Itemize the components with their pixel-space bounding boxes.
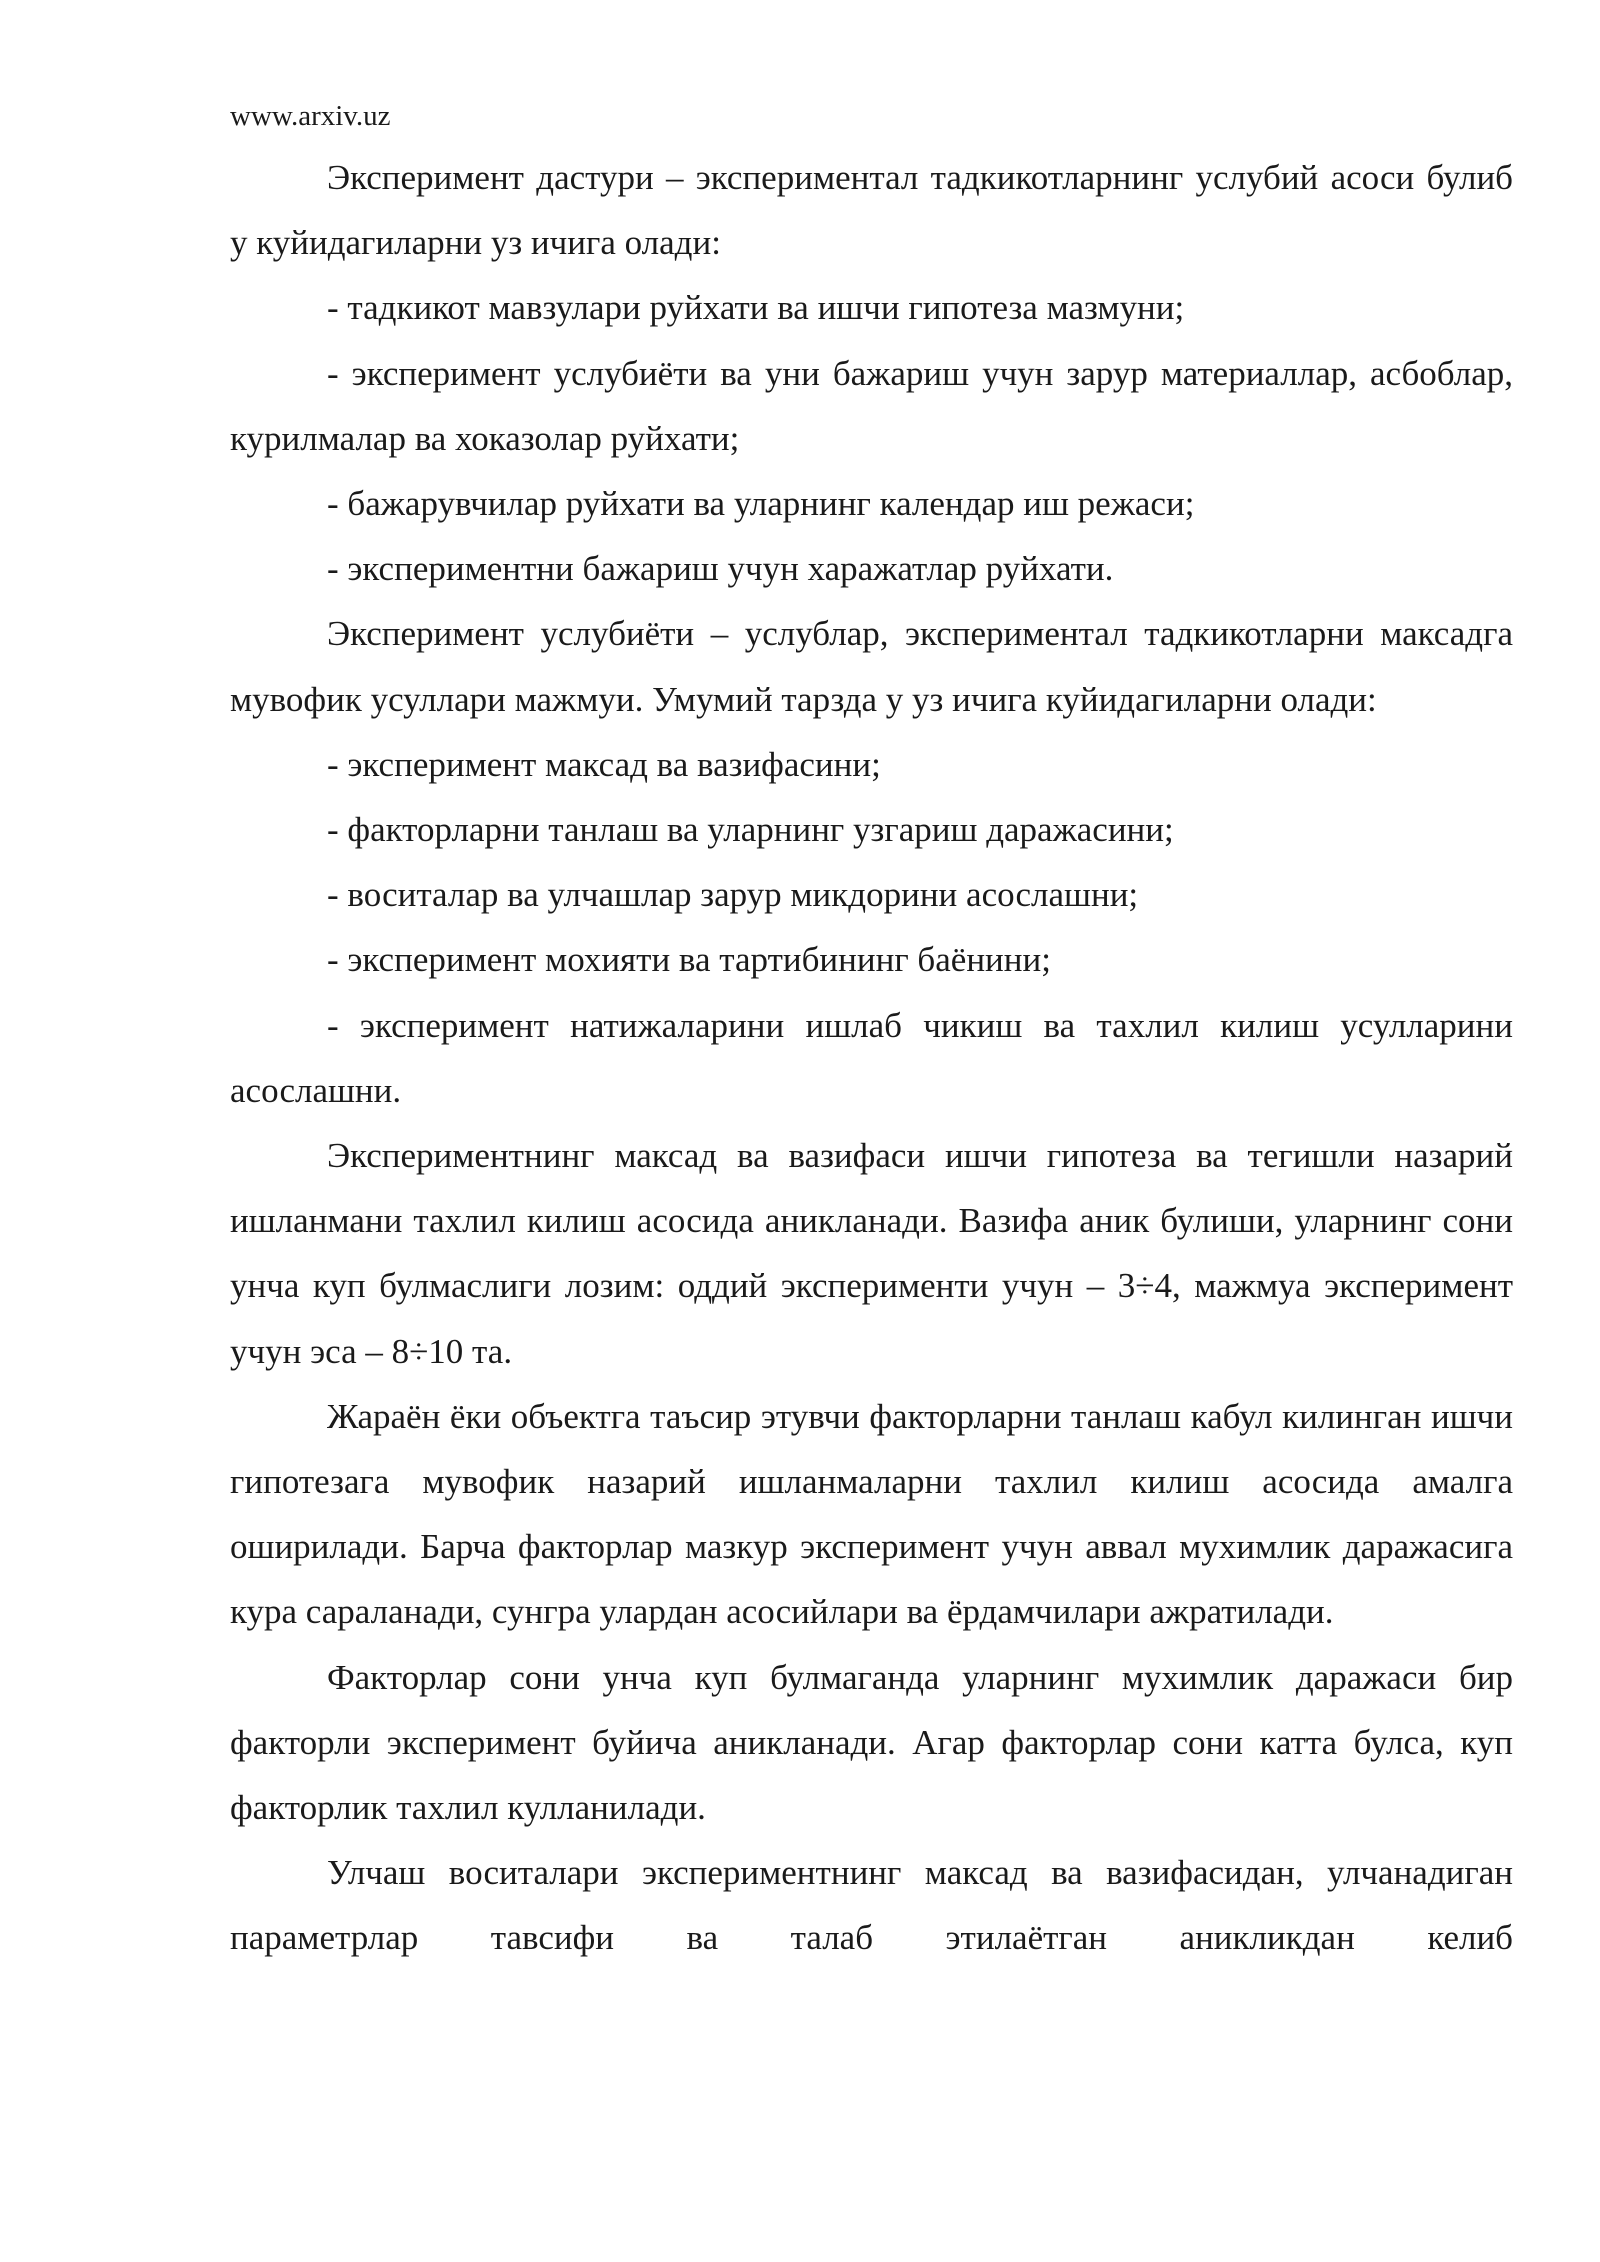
paragraph-factor-selection: Жараён ёки объектга таъсир этувчи факторларни танлаш кабул килинган ишчи гипотезага мувофик назарий ишланмаларни тахлил килиш асосида амалга оширилади. Барча факторлар мазкур эксперимент учун аввал мухимлик даражасига кура сараланади, сунгра улардан асосийлари ва ёрдамчилари ажратилади. (230, 1396, 1513, 1632)
list-item-methodology-materials: - эксперимент услубиёти ва уни бажариш учун зарур материаллар, асбоблар, курилмалар ва хоказолар руйхати; (230, 353, 1513, 458)
list-item-results-analysis: - эксперимент натижаларини ишлаб чикиш ва тахлил килиш усулларини асослашни. (230, 1005, 1513, 1110)
list-item-topics: - тадкикот мавзулари руйхати ва ишчи гипотеза мазмуни; (327, 288, 1185, 328)
header-url: www.arxiv.uz (230, 100, 391, 132)
list-item-executors: - бажарувчилар руйхати ва уларнинг календар иш режаси; (327, 484, 1195, 524)
list-item-factors: - факторларни танлаш ва уларнинг узгариш даражасини; (327, 810, 1174, 850)
list-item-procedure: - эксперимент мохияти ва тартибининг баёнини; (327, 940, 1051, 980)
paragraph-goal-definition: Экспериментнинг максад ва вазифаси ишчи гипотеза ва тегишли назарий ишланмани тахлил килиш асосида аникланади. Вазифа аник булиши, уларнинг сони унча куп булмаслиги лозим: оддий эксперименти учун – 3÷4, мажмуа эксперимент учун эса – 8÷10 та. (230, 1136, 1513, 1371)
list-item-goal: - эксперимент максад ва вазифасини; (327, 744, 881, 784)
list-item-measurements: - воситалар ва улчашлар зарур микдорини асослашни; (327, 875, 1139, 915)
paragraph-measurement-tools: Улчаш воситалари экспериментнинг максад ва вазифасидан, улчанадиган параметрлар тавсифи ва талаб этилаётган аникликдан келиб (230, 1853, 1513, 1958)
paragraph-methodology-intro: Эксперимент услубиёти – услублар, экспериментал тадкикотларни максадга мувофик усуллари мажмуи. Умумий тарзда у уз ичига куйидагиларни олади: (230, 614, 1513, 719)
list-item-costs: - экспериментни бажариш учун харажатлар руйхати. (327, 549, 1114, 589)
paragraph-program-intro: Эксперимент дастури – экспериментал тадкикотларнинг услубий асоси булиб у куйидагиларни уз ичига олади: (230, 158, 1513, 263)
document-body (230, 145, 1513, 1971)
paragraph-factor-importance: Факторлар сони унча куп булмаганда уларнинг мухимлик даражаси бир факторли эксперимент буйича аникланади. Агар факторлар сони катта булса, куп факторлик тахлил кулланилади. (230, 1657, 1513, 1828)
